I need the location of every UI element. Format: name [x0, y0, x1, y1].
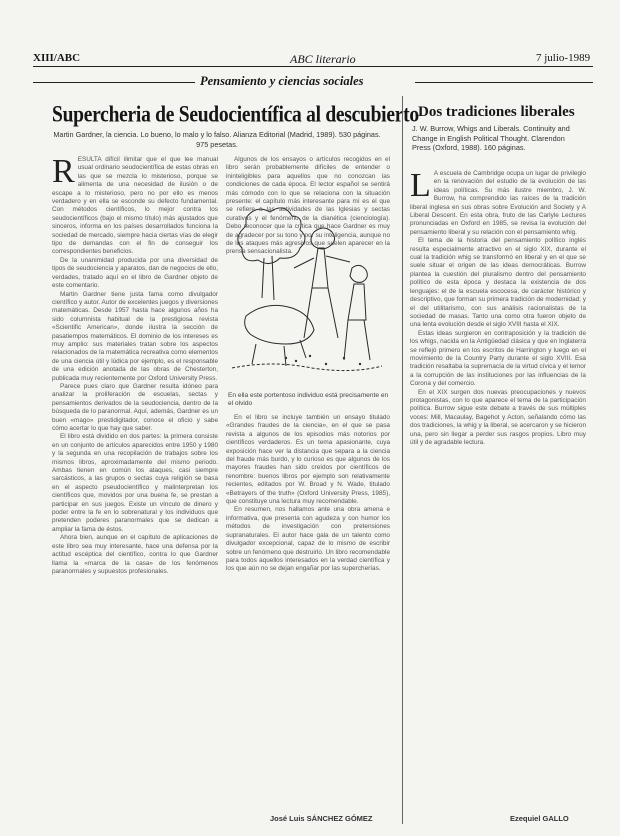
article-column-1 — [52, 153, 218, 824]
paragraph: En el libro se incluye también un ensayo titulado «Grandes fraudes de la ciencia», en el que se pasa revista a algunos de los episodios más notorios por científicos verdaderos. Es un tema apasionante, cuya exposición hace ver la distancia que separa a la ciencia del fraude más burdo, y lo curioso es que algunos de los mayores fraudes han sido creídos por científicos de renombre: buenos libros por ejemplo son relativamente recientes, editados por W. Broad y N. Wade, titulado «Betrayers of the truth» (Oxford University Press, 1985), que constituye una lectura muy recomendable. — [226, 414, 390, 506]
paragraph: Estas ideas surgieron en contraposición y la tradición de los whigs, nacida en la Antigüedad clásica y que en Inglaterra se reflejó primero en los escritos de Harrington y luego en el movimiento de la Country Party durante el siglo XVIII. Esa tradición resaltaba la supremacía de la virtud cívica y el temor a la corrupción de las instituciones por las influencias de la Corona y del comercio. — [410, 329, 586, 388]
section-rule-left — [33, 82, 195, 83]
page-label: XIII/ABC — [33, 52, 81, 64]
paragraph: A escuela de Cambridge ocupa un lugar de privilegio en la renovación del estudio de la evolución de las ideas políticas. Su más ilustre miembro, J. W. Burrow, ha comprendido las raíces de la tradición liberal inglesa en sus obras sobre Evolución and Society y A Liberal Descent. En esta obra, fruto de las Carlyle Lectures pronunciadas en Oxford en 1985, se revisa la evolución del pensamiento liberal y su relación con el pensamiento whig. — [410, 170, 586, 236]
paragraph: El libro está dividido en dos partes: la primera consiste en un conjunto de artículos aparecidos entre 1950 y 1980 y la segunda en una recopilación de trabajos sobre los mismos libros, aproximadamente del mismo periodo. Ambas tienen en común los ataques, casi siempre sarcásticos, a las grupos o sectas cuya religión se basa en el aspecto pseudocientífico y malinterpretan los científicos que, movidos por una buena fe, se prestan a participar en sus juegos. Existe un vínculo de dinero y poder entre la fe en lo sobrenatural y los individuos que pretenden poderes paranormales que se dedican a ampliar la fama de éstos. — [52, 433, 218, 533]
paragraph: El tema de la historia del pensamiento político inglés resulta especialmente atractivo en el siglo XIX, durante el cual la tradición whig se transformó en liberal y en el que se suele situar el origen de las ideas democráticas. Burrow plantea la cuestión del pluralismo dentro del pensamiento político de esta época y destaca la existencia de dos lenguajes: el de la escuela escocesa, de carácter histórico y descriptivo, que forman su primera tradición de modernidad; y el del utilitarismo, con sus análisis racionalistas de la sociedad de masas. Tanto una como otra fueron objeto de una lenta evolución desde el siglo XVIII hasta el XIX. — [410, 237, 586, 329]
section-title: Pensamiento y ciencias sociales — [200, 74, 364, 88]
illustration-caption: En ella este portentoso individuo está precisamente en el olvido — [228, 392, 389, 408]
column-divider — [402, 96, 403, 824]
article-signature: José Luis SÁNCHEZ GÓMEZ — [270, 814, 373, 823]
drop-cap: R — [52, 153, 75, 190]
article2-body — [410, 167, 586, 806]
article-column-2-top — [226, 156, 390, 256]
issue-date: 7 julio-1989 — [536, 52, 591, 64]
article2-signature: Ezequiel GALLO — [510, 814, 569, 823]
section-rule-right — [415, 82, 593, 83]
article2-headline: Dos tradiciones liberales — [418, 104, 575, 120]
supplement-title: ABC literario — [290, 52, 356, 66]
paragraph: En resumen, nos hallamos ante una obra amena e informativa, que presenta con agudeza y con humor los métodos de investigación con pretensiones supranaturales. El autor hace gala de un talento como divulgador excepcional, capaz de lo mismo de escribir sobre un fenómeno que destruirlo. Un libro recomendable para todos aquellos interesados en la verdad científica y los que aún no se dejan engañar por las supercherías. — [226, 506, 390, 573]
paragraph: Ahora bien, aunque en el capítulo de aplicaciones de este libro sea muy interesante, hace una defensa por la actitud escéptica del científico, contra lo que Gardner llama la «marca de la casa» de los fenómenos paranormales y supuestos profesionales. — [52, 534, 218, 575]
paragraph: En el XIX surgen dos nuevas preocupaciones y nuevos protagonistas, con lo que aparece el tema de la participación política. Burrow sigue este debate a través de sus múltiples voces: Mill, Macaulay, Bagehot y Acton, señalando cómo las dos tradiciones, la whig y la liberal, se acercaron y se hicieron una, pero sin llegar a perder sus rasgos propios. Libro muy útil y de agradable lectura. — [410, 388, 586, 446]
header-rule — [33, 66, 593, 67]
animal-sketch — [245, 305, 314, 344]
book-info: Martin Gardner, la ciencia. Lo bueno, lo malo y lo falso. Alianza Editorial (Madrid, 1989). 530 páginas. 975 pesetas. — [53, 130, 381, 149]
paragraph: De la unanimidad producida por una diversidad de tipos de seudociencia y aparatos, dan de negocios de ello, verdades, tratado aquí en el libro de Gardner objeto de este comentario. — [52, 256, 218, 290]
article-column-2 — [226, 414, 390, 810]
paragraph: Martin Gardner tiene justa fama como divulgador científico y autor. Autor de excelentes juegos y diversiones matemáticas. Desde 1957 hasta hace algunos años ha sido columnista habitual de la prestigiosa revista «Scientific American», donde ilustra la sección de pasatiempos matemáticos. El dominio de los intereses es muy amplio: sus materiales tratan sobre los aspectos relacionados de la matemática recreativa como elementos de una ciencia útil y lúdica por ejemplo, es el responsable de una edición anotada de las obras de Chesterton, publicada muy recientemente por Oxford University Press. — [52, 290, 218, 382]
article-headline: Supercheria de Seudocientífica al descubierto — [52, 100, 419, 127]
paragraph: Algunos de los ensayos o artículos recogidos en el libro serán probablemente difíciles de entender o ininteligibles para aquellos que no conozcan las condiciones de cada época. El lector español se sentirá más cómodo con lo que se relaciona con la situación presente: el capítulo más interesante para mí es el que se refiere a las actividades de las Iglesias y sectas curativas y el fenómeno de la dianética (cienciología). Debo reconocer que la crítica que hace Gardner es muy de agradecer por su tono y por su inteligencia, aunque no de los ataques más agresivos que suelen aparecer en la prensa sensacionalista. — [226, 156, 390, 256]
paragraph: Parece pues claro que Gardner resulta idóneo para analizar la proliferación de escuelas, sectas y pensamientos derivados de la seudociencia, dentro de la búsqueda de lo paranormal. Aquí, además, Gardner es un buen «mago» prestidigitador, conoce el oficio y sabe cómo acertar lo que hay que saber. — [52, 382, 218, 432]
paragraph: ESULTA difícil ilimitar que el que lee manual usual ordinario seudocientífica de estas obras en las que se mezcla lo misterioso, porque se alimenta de una necesidad de ilusión o de escape a lo misterioso, pero no por ello es menos verdadero y en ella se esconde su defecto fundamental. Con métodos científicos, lo mejor contra los seudocientíficos (bajo el mismo título) más ajustados que sinceros, informa en los países desarrollados funciona la sociedad de mercado, siempre hacia ciertas vías de elegir tipo de demandas con el fin de conseguir los correspondientes beneficios. — [52, 156, 218, 256]
second-figure — [344, 265, 370, 360]
article2-book-info: J. W. Burrow, Whigs and Liberals. Continuity and Change in English Political Thought. Clarendon Press (Oxford, 1988). 160 páginas. — [412, 124, 570, 152]
drop-cap: L — [410, 167, 431, 204]
